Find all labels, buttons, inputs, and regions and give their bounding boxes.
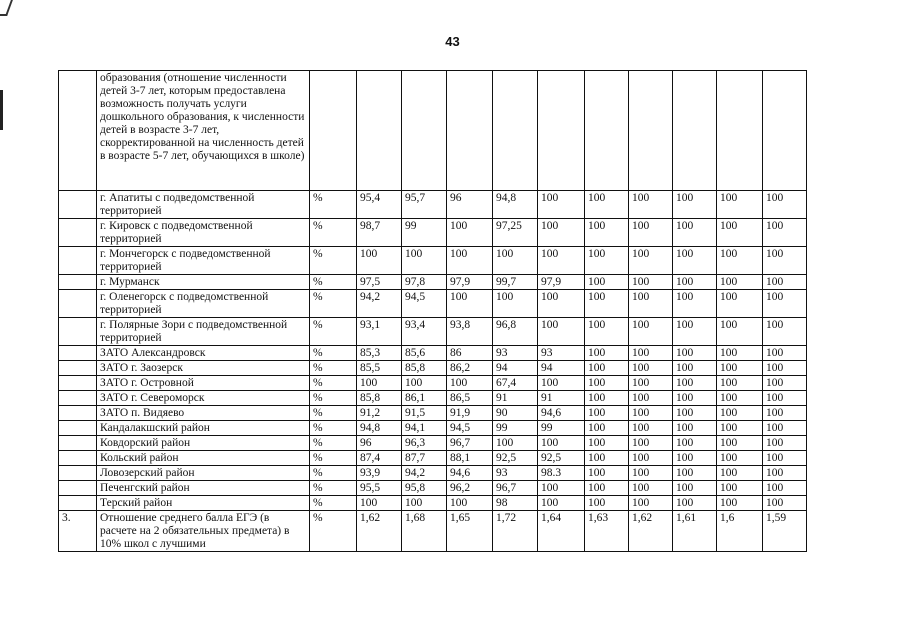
value-cell: 100 — [402, 247, 447, 275]
value-cell: 94 — [538, 361, 585, 376]
territory-name-cell: Кольский район — [97, 451, 310, 466]
value-cell: 98.3 — [538, 466, 585, 481]
value-cell — [585, 71, 629, 191]
value-cell: 1,64 — [538, 511, 585, 552]
row-number-cell — [59, 436, 97, 451]
value-cell: 1,59 — [763, 511, 807, 552]
value-cell: 85,8 — [402, 361, 447, 376]
value-cell: 100 — [717, 191, 763, 219]
table-row — [59, 466, 807, 481]
scan-corner-mark — [0, 0, 13, 16]
territory-name-cell: Кандалакшский район — [97, 421, 310, 436]
territory-name-cell: г. Полярные Зори с подведомственной территорией — [97, 318, 310, 346]
row-number-cell — [59, 290, 97, 318]
value-cell: 99 — [402, 219, 447, 247]
value-cell: 100 — [585, 219, 629, 247]
value-cell: 100 — [763, 451, 807, 466]
value-cell: 100 — [717, 466, 763, 481]
row-number-cell — [59, 421, 97, 436]
value-cell: 100 — [585, 191, 629, 219]
value-cell: 100 — [447, 496, 493, 511]
value-cell: 86 — [447, 346, 493, 361]
value-cell: 100 — [717, 275, 763, 290]
value-cell: 100 — [538, 496, 585, 511]
value-cell: 100 — [763, 436, 807, 451]
value-cell: 94,2 — [402, 466, 447, 481]
unit-cell: % — [310, 511, 357, 552]
indicator-name-cell: Отношение среднего балла ЕГЭ (в расчете на 2 обязательных предмета) в 10% школ с лучшими — [97, 511, 310, 552]
value-cell: 98 — [493, 496, 538, 511]
unit-cell: % — [310, 191, 357, 219]
territory-name-cell: Ловозерский район — [97, 466, 310, 481]
value-cell: 100 — [673, 219, 717, 247]
value-cell: 88,1 — [447, 451, 493, 466]
value-cell: 100 — [717, 436, 763, 451]
value-cell: 100 — [538, 376, 585, 391]
value-cell — [538, 71, 585, 191]
value-cell: 100 — [538, 436, 585, 451]
value-cell: 100 — [763, 290, 807, 318]
value-cell: 96 — [357, 436, 402, 451]
value-cell: 100 — [629, 481, 673, 496]
table-row — [59, 219, 807, 247]
value-cell: 97,25 — [493, 219, 538, 247]
value-cell — [629, 71, 673, 191]
value-cell: 100 — [673, 391, 717, 406]
value-cell: 94,2 — [357, 290, 402, 318]
value-cell: 100 — [493, 290, 538, 318]
unit-cell: % — [310, 346, 357, 361]
value-cell: 1,72 — [493, 511, 538, 552]
value-cell: 100 — [585, 436, 629, 451]
unit-cell: % — [310, 290, 357, 318]
value-cell — [763, 71, 807, 191]
value-cell: 100 — [629, 421, 673, 436]
value-cell: 91,9 — [447, 406, 493, 421]
value-cell: 100 — [585, 466, 629, 481]
value-cell: 100 — [629, 290, 673, 318]
value-cell: 90 — [493, 406, 538, 421]
territory-name-cell: Терский район — [97, 496, 310, 511]
value-cell: 100 — [629, 391, 673, 406]
territory-name-cell: г. Мончегорск с подведомственной территорией — [97, 247, 310, 275]
value-cell: 100 — [673, 191, 717, 219]
value-cell: 100 — [357, 247, 402, 275]
value-cell — [357, 71, 402, 191]
value-cell: 100 — [447, 376, 493, 391]
unit-cell: % — [310, 481, 357, 496]
unit-cell: % — [310, 451, 357, 466]
value-cell: 96,8 — [493, 318, 538, 346]
value-cell: 1,62 — [629, 511, 673, 552]
value-cell: 1,6 — [717, 511, 763, 552]
value-cell: 100 — [717, 481, 763, 496]
value-cell: 100 — [673, 451, 717, 466]
row-number-cell — [59, 496, 97, 511]
value-cell: 100 — [447, 247, 493, 275]
value-cell: 100 — [629, 496, 673, 511]
row-number-cell — [59, 318, 97, 346]
value-cell: 97,5 — [357, 275, 402, 290]
value-cell: 100 — [673, 466, 717, 481]
value-cell: 100 — [673, 318, 717, 346]
territory-name-cell: г. Кировск с подведомственной территорией — [97, 219, 310, 247]
value-cell: 97,8 — [402, 275, 447, 290]
value-cell: 100 — [402, 496, 447, 511]
value-cell: 100 — [717, 290, 763, 318]
value-cell: 100 — [763, 466, 807, 481]
value-cell: 94,8 — [357, 421, 402, 436]
value-cell: 93,1 — [357, 318, 402, 346]
value-cell: 94,8 — [493, 191, 538, 219]
value-cell: 100 — [763, 406, 807, 421]
value-cell: 100 — [717, 391, 763, 406]
value-cell: 100 — [629, 406, 673, 421]
unit-cell: % — [310, 219, 357, 247]
value-cell: 100 — [717, 346, 763, 361]
indicators-table — [58, 70, 807, 552]
value-cell: 100 — [402, 376, 447, 391]
value-cell: 100 — [585, 247, 629, 275]
value-cell: 100 — [717, 361, 763, 376]
row-number-cell — [59, 361, 97, 376]
row-number-cell — [59, 71, 97, 191]
value-cell: 85,5 — [357, 361, 402, 376]
value-cell — [673, 71, 717, 191]
value-cell: 91 — [538, 391, 585, 406]
table-row — [59, 290, 807, 318]
value-cell: 100 — [673, 496, 717, 511]
value-cell: 96,2 — [447, 481, 493, 496]
value-cell: 100 — [673, 346, 717, 361]
value-cell: 1,63 — [585, 511, 629, 552]
value-cell: 97,9 — [538, 275, 585, 290]
unit-cell: % — [310, 391, 357, 406]
value-cell: 93 — [493, 466, 538, 481]
value-cell: 94 — [493, 361, 538, 376]
value-cell: 93,4 — [402, 318, 447, 346]
value-cell: 100 — [629, 466, 673, 481]
value-cell: 85,6 — [402, 346, 447, 361]
value-cell: 100 — [717, 496, 763, 511]
value-cell: 100 — [763, 481, 807, 496]
table-row — [59, 406, 807, 421]
unit-cell: % — [310, 247, 357, 275]
value-cell: 94,5 — [402, 290, 447, 318]
value-cell: 100 — [585, 318, 629, 346]
value-cell: 93 — [538, 346, 585, 361]
unit-cell: % — [310, 496, 357, 511]
value-cell: 100 — [585, 496, 629, 511]
value-cell: 94,1 — [402, 421, 447, 436]
value-cell: 100 — [493, 247, 538, 275]
territory-name-cell: Ковдорский район — [97, 436, 310, 451]
value-cell: 100 — [629, 346, 673, 361]
table-row — [59, 318, 807, 346]
territory-name-cell: ЗАТО г. Североморск — [97, 391, 310, 406]
value-cell: 100 — [763, 219, 807, 247]
value-cell: 95,8 — [402, 481, 447, 496]
value-cell: 100 — [447, 219, 493, 247]
value-cell: 100 — [673, 436, 717, 451]
row-number-cell — [59, 451, 97, 466]
value-cell: 92,5 — [538, 451, 585, 466]
table-row — [59, 247, 807, 275]
row-number-cell — [59, 219, 97, 247]
value-cell: 95,7 — [402, 191, 447, 219]
value-cell: 100 — [673, 275, 717, 290]
value-cell: 87,4 — [357, 451, 402, 466]
value-cell: 91,5 — [402, 406, 447, 421]
value-cell: 1,61 — [673, 511, 717, 552]
value-cell: 99 — [493, 421, 538, 436]
unit-cell: % — [310, 406, 357, 421]
value-cell: 93,9 — [357, 466, 402, 481]
territory-name-cell: ЗАТО п. Видяево — [97, 406, 310, 421]
value-cell: 67,4 — [493, 376, 538, 391]
value-cell: 85,3 — [357, 346, 402, 361]
unit-cell: % — [310, 361, 357, 376]
value-cell: 100 — [538, 219, 585, 247]
value-cell: 99,7 — [493, 275, 538, 290]
value-cell: 100 — [717, 406, 763, 421]
value-cell: 100 — [673, 481, 717, 496]
unit-cell: % — [310, 275, 357, 290]
value-cell: 100 — [673, 376, 717, 391]
value-cell: 100 — [763, 376, 807, 391]
value-cell: 100 — [629, 275, 673, 290]
value-cell: 100 — [585, 275, 629, 290]
territory-name-cell: Печенгский район — [97, 481, 310, 496]
value-cell: 100 — [629, 376, 673, 391]
page-number: 43 — [445, 34, 460, 49]
value-cell: 86,1 — [402, 391, 447, 406]
territory-name-cell: г. Апатиты с подведомственной территорией — [97, 191, 310, 219]
value-cell: 100 — [357, 376, 402, 391]
table-row-item-3 — [59, 511, 807, 552]
row-number-cell — [59, 481, 97, 496]
territory-name-cell: г. Мурманск — [97, 275, 310, 290]
value-cell: 94,6 — [538, 406, 585, 421]
value-cell: 100 — [673, 247, 717, 275]
value-cell: 100 — [629, 247, 673, 275]
value-cell: 100 — [585, 421, 629, 436]
value-cell: 98,7 — [357, 219, 402, 247]
value-cell: 96 — [447, 191, 493, 219]
value-cell: 87,7 — [402, 451, 447, 466]
territory-name-cell: ЗАТО г. Островной — [97, 376, 310, 391]
value-cell: 100 — [717, 376, 763, 391]
value-cell: 100 — [763, 247, 807, 275]
unit-cell: % — [310, 421, 357, 436]
value-cell: 100 — [629, 318, 673, 346]
unit-cell: % — [310, 318, 357, 346]
value-cell: 94,6 — [447, 466, 493, 481]
value-cell: 1,62 — [357, 511, 402, 552]
table-row — [59, 346, 807, 361]
value-cell: 100 — [717, 421, 763, 436]
value-cell: 100 — [717, 219, 763, 247]
value-cell: 100 — [585, 481, 629, 496]
row-number-cell — [59, 466, 97, 481]
value-cell: 93 — [493, 346, 538, 361]
table-row — [59, 391, 807, 406]
table-row-continuation — [59, 71, 807, 191]
value-cell: 1,68 — [402, 511, 447, 552]
value-cell — [447, 71, 493, 191]
value-cell — [493, 71, 538, 191]
value-cell: 100 — [493, 436, 538, 451]
value-cell: 96,7 — [493, 481, 538, 496]
value-cell: 100 — [629, 436, 673, 451]
value-cell: 91 — [493, 391, 538, 406]
value-cell: 100 — [447, 290, 493, 318]
value-cell: 95,5 — [357, 481, 402, 496]
value-cell: 94,5 — [447, 421, 493, 436]
territory-name-cell: ЗАТО г. Заозерск — [97, 361, 310, 376]
value-cell: 100 — [585, 290, 629, 318]
table-body — [59, 71, 807, 552]
territory-name-cell: г. Оленегорск с подведомственной территорией — [97, 290, 310, 318]
value-cell: 100 — [717, 451, 763, 466]
value-cell: 1,65 — [447, 511, 493, 552]
value-cell: 100 — [629, 451, 673, 466]
value-cell: 100 — [538, 318, 585, 346]
value-cell: 91,2 — [357, 406, 402, 421]
value-cell: 100 — [763, 318, 807, 346]
table-row — [59, 451, 807, 466]
value-cell — [402, 71, 447, 191]
table-row — [59, 496, 807, 511]
row-number-cell: 3. — [59, 511, 97, 552]
value-cell: 100 — [763, 391, 807, 406]
row-number-cell — [59, 191, 97, 219]
value-cell: 95,4 — [357, 191, 402, 219]
value-cell: 100 — [763, 361, 807, 376]
table-row — [59, 376, 807, 391]
value-cell: 96,3 — [402, 436, 447, 451]
row-number-cell — [59, 376, 97, 391]
value-cell: 97,9 — [447, 275, 493, 290]
value-cell: 100 — [585, 361, 629, 376]
value-cell: 100 — [763, 275, 807, 290]
value-cell: 92,5 — [493, 451, 538, 466]
table-row — [59, 436, 807, 451]
value-cell: 100 — [538, 290, 585, 318]
value-cell: 100 — [673, 406, 717, 421]
row-number-cell — [59, 247, 97, 275]
value-cell: 86,5 — [447, 391, 493, 406]
value-cell: 100 — [629, 219, 673, 247]
unit-cell — [310, 71, 357, 191]
row-number-cell — [59, 391, 97, 406]
value-cell: 86,2 — [447, 361, 493, 376]
territory-name-cell: ЗАТО Александровск — [97, 346, 310, 361]
table-row — [59, 275, 807, 290]
value-cell: 100 — [763, 346, 807, 361]
value-cell: 100 — [538, 247, 585, 275]
value-cell: 100 — [538, 481, 585, 496]
table-row — [59, 481, 807, 496]
value-cell: 100 — [629, 191, 673, 219]
table-row — [59, 361, 807, 376]
scan-edge-mark — [0, 90, 3, 130]
value-cell: 100 — [585, 376, 629, 391]
value-cell: 100 — [763, 421, 807, 436]
unit-cell: % — [310, 466, 357, 481]
row-number-cell — [59, 275, 97, 290]
unit-cell: % — [310, 436, 357, 451]
row-number-cell — [59, 406, 97, 421]
value-cell: 100 — [673, 421, 717, 436]
unit-cell: % — [310, 376, 357, 391]
value-cell: 99 — [538, 421, 585, 436]
value-cell: 100 — [717, 318, 763, 346]
value-cell: 85,8 — [357, 391, 402, 406]
value-cell: 100 — [763, 191, 807, 219]
value-cell: 100 — [673, 290, 717, 318]
indicator-name-cell: образования (отношение численности детей 3-7 лет, которым предоставлена возможность получать услуги дошкольного образования, к численности детей в возрасте 3-7 лет, скорректированной на численность детей в возрасте 5-7 лет, обучающихся в школе) — [97, 71, 310, 191]
value-cell: 100 — [538, 191, 585, 219]
value-cell: 100 — [585, 346, 629, 361]
row-number-cell — [59, 346, 97, 361]
table-row — [59, 421, 807, 436]
value-cell — [717, 71, 763, 191]
table-row — [59, 191, 807, 219]
value-cell: 100 — [673, 361, 717, 376]
value-cell: 100 — [763, 496, 807, 511]
value-cell: 100 — [717, 247, 763, 275]
value-cell: 100 — [629, 361, 673, 376]
value-cell: 100 — [585, 451, 629, 466]
value-cell: 96,7 — [447, 436, 493, 451]
value-cell: 100 — [357, 496, 402, 511]
value-cell: 100 — [585, 406, 629, 421]
value-cell: 93,8 — [447, 318, 493, 346]
value-cell: 100 — [585, 391, 629, 406]
